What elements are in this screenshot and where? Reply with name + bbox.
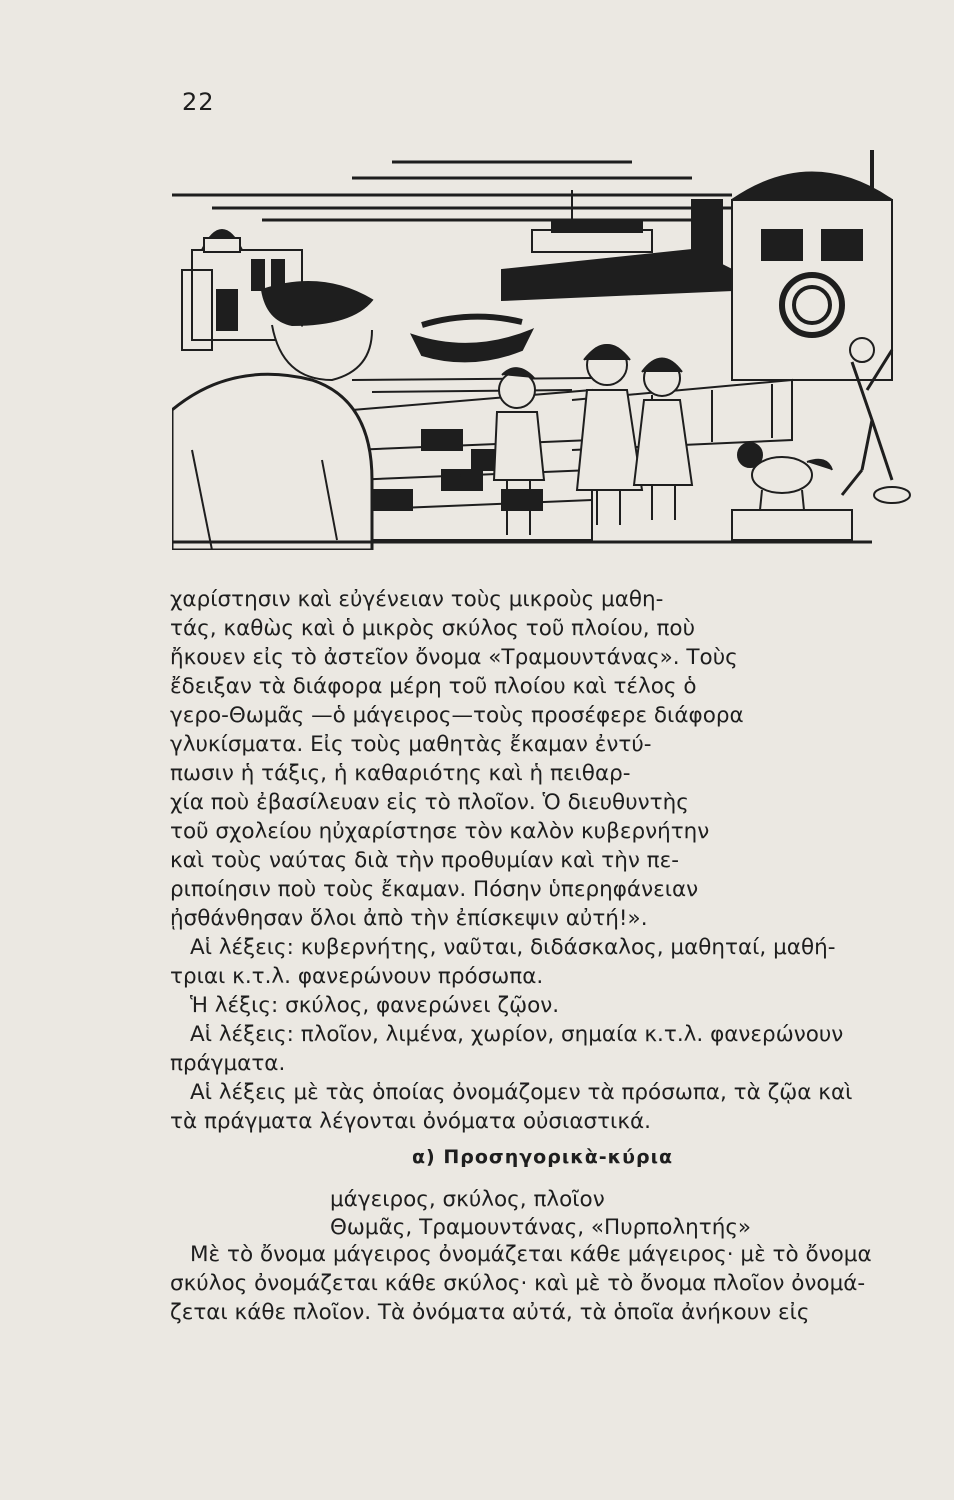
examples-block [330, 1186, 751, 1242]
text-line: γλυκίσματα. Εἰς τοὺς μαθητὰς ἔκαμαν ἐντύ- [170, 732, 652, 757]
text-line: Αἱ λέξεις: πλοῖον, λιμένα, χωρίον, σημαία κ.τ.λ. φανερώνουν [190, 1022, 844, 1047]
quay-wall [352, 390, 592, 540]
text-line: ζεται κάθε πλοῖον. Τὰ ὀνόματα αὐτά, τὰ ὁποῖα ἀνήκουν εἰς [170, 1300, 810, 1325]
text-line: σκύλος ὀνομάζεται κάθε σκύλος· καὶ μὲ τὸ ὄνομα πλοῖον ὀνομά- [170, 1271, 866, 1296]
text-line: τὰ πράγματα λέγονται ὀνόματα οὐσιαστικά. [170, 1109, 652, 1134]
example-line: Θωμᾶς, Τραμουντάνας, «Πυρπολητής» [330, 1215, 752, 1240]
body-text [170, 585, 930, 1136]
text-line: πράγματα. [170, 1051, 286, 1076]
text-line: χαρίστησιν καὶ εὐγένειαν τοὺς μικροὺς μαθη- [170, 587, 664, 612]
girl-figure-right [634, 359, 692, 521]
text-line: τριαι κ.τ.λ. φανερώνουν πρόσωπα. [170, 964, 544, 989]
text-line: χία ποὺ ἐβασίλευαν εἰς τὸ πλοῖον. Ὁ διευθυντὴς [170, 790, 689, 815]
text-line: Αἱ λέξεις μὲ τὰς ὁποίας ὀνομάζομεν τὰ πρόσωπα, τὰ ζῷα καὶ [190, 1080, 853, 1105]
dog-figure [738, 443, 832, 510]
water-lines [352, 378, 592, 392]
text-line: ᾐσθάνθησαν ὅλοι ἀπὸ τὴν ἐπίσκεψιν αὐτή!». [170, 906, 648, 931]
text-line: τάς, καθὼς καὶ ὁ μικρὸς σκύλος τοῦ πλοίου, ποὺ [170, 616, 696, 641]
text-line: Ἡ λέξις: σκύλος, φανερώνει ζῷον. [190, 993, 560, 1018]
text-line: τοῦ σχολείου ηὐχαρίστησε τὸν καλὸν κυβερνήτην [170, 819, 710, 844]
text-line: Μὲ τὸ ὄνομα μάγειρος ὀνομάζεται κάθε μάγειρος· μὲ τὸ ὄνομα [190, 1242, 872, 1267]
rowing-boat [412, 317, 532, 362]
text-line: ριποίησιν ποὺ τοὺς ἔκαμαν. Πόσην ὑπερηφάνειαν [170, 877, 699, 902]
text-line: ἔδειξαν τὰ διάφορα μέρη τοῦ πλοίου καὶ τέλος ὁ [170, 674, 697, 699]
harbor-illustration [172, 150, 922, 550]
pier-step [732, 510, 852, 540]
paragraph-2 [170, 933, 930, 1136]
example-line: μάγειρος, σκύλος, πλοῖον [330, 1187, 605, 1212]
paragraph-1 [170, 585, 930, 933]
sky-streaks [172, 162, 772, 220]
text-line: Αἱ λέξεις: κυβερνήτης, ναῦται, διδάσκαλος, μαθηταί, μαθή- [190, 935, 836, 960]
text-line: πωσιν ἡ τάξις, ἡ καθαριότης καὶ ἡ πειθαρ- [170, 761, 631, 786]
paragraph-3 [170, 1240, 930, 1327]
text-line: καὶ τοὺς ναύτας διὰ τὴν προθυμίαν καὶ τὴν πε- [170, 848, 679, 873]
text-line: ἤκουεν εἰς τὸ ἀστεῖον ὄνομα «Τραμουντάνας». Τοὺς [170, 645, 738, 670]
page-number: 22 [182, 88, 215, 116]
text-line: γερο-Θωμᾶς —ὁ μάγειρος—τοὺς προσέφερε διάφορα [170, 703, 744, 728]
section-heading: α) Προσηγορικὰ-κύρια [412, 1146, 674, 1168]
